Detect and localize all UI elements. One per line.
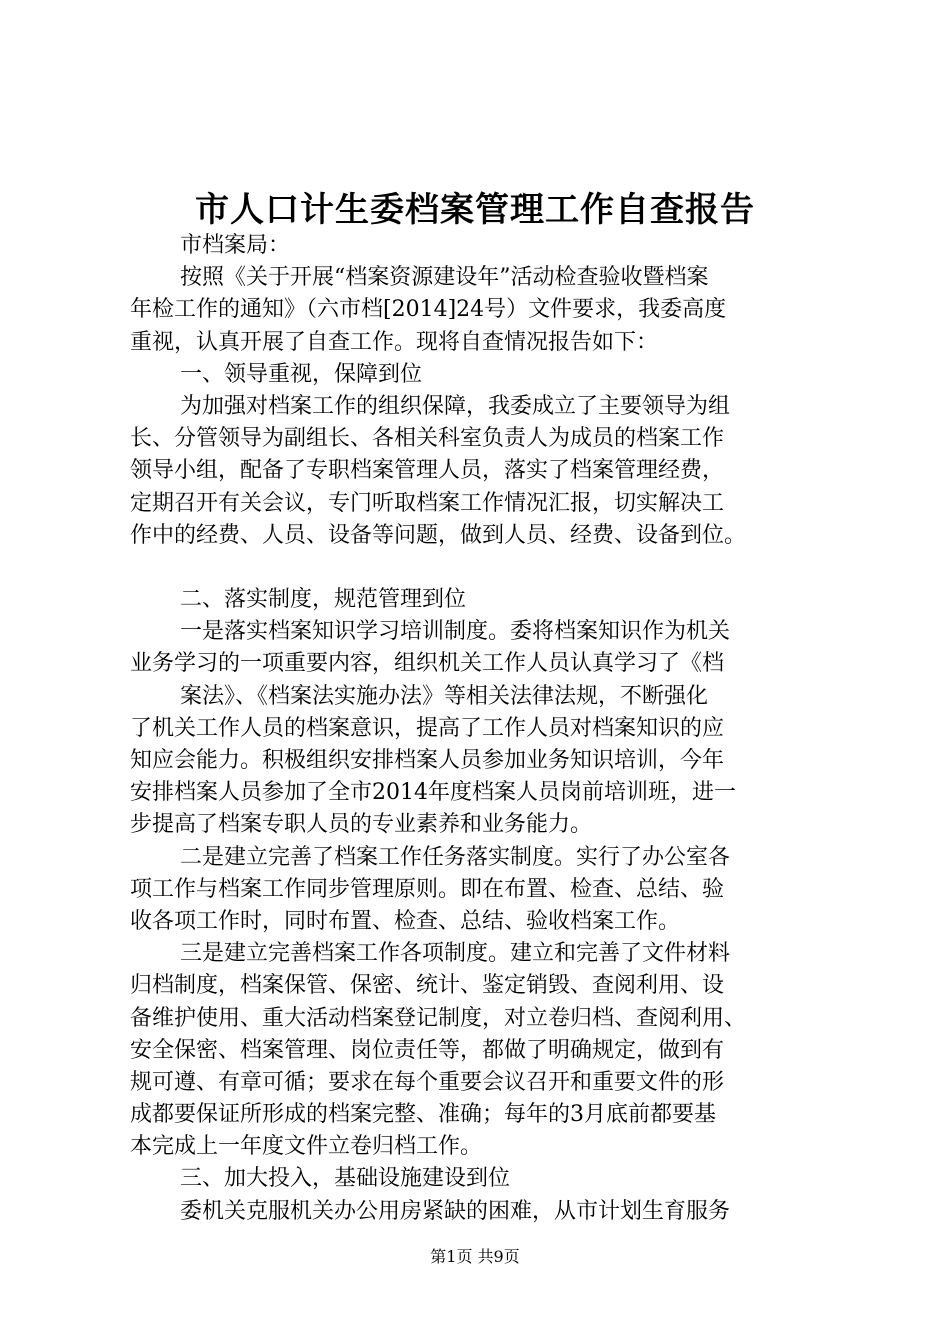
text-line: 定期召开有关会议，专门听取档案工作情况汇报，切实解决工 <box>130 490 725 516</box>
text-line: 三是建立完善档案工作各项制度。建立和完善了文件材料 <box>180 941 731 967</box>
text-line: 领导小组，配备了专职档案管理人员，落实了档案管理经费， <box>130 458 725 484</box>
text-line: 归档制度，档案保管、保密、统计、鉴定销毁、查阅利用、设 <box>130 973 725 999</box>
text-line: 市档案局： <box>180 233 291 258</box>
text-line: 年检工作的通知》（六市档[2014]24号）文件要求，我委高度 <box>130 297 727 323</box>
text-line: 三、加大投入，基础设施建设到位 <box>180 1166 511 1192</box>
page-footer: 第1页 共9页 <box>430 1247 520 1266</box>
text-line: 知应会能力。积极组织安排档案人员参加业务知识培训，今年 <box>130 748 725 773</box>
text-line: 案法》、《档案法实施办法》等相关法律法规，不断强化 <box>180 683 709 709</box>
text-line: 按照《关于开展“档案资源建设年”活动检查验收暨档案 <box>180 265 709 291</box>
text-line: 一、领导重视，保障到位 <box>180 361 423 387</box>
text-line: 安全保密、档案管理、岗位责任等，都做了明确规定，做到有 <box>130 1037 725 1063</box>
text-line: 业务学习的一项重要内容，组织机关工作人员认真学习了《档 <box>130 651 725 677</box>
text-line: 一是落实档案知识学习培训制度。委将档案知识作为机关 <box>180 619 731 645</box>
text-line: 项工作与档案工作同步管理原则。即在布置、检查、总结、验 <box>130 876 725 902</box>
document-body <box>130 230 840 1228</box>
text-line: 重视，认真开展了自查工作。现将自查情况报告如下： <box>130 329 659 355</box>
blank-line <box>130 552 840 584</box>
text-line: 规可遵、有章可循；要求在每个重要会议召开和重要文件的形 <box>130 1069 725 1095</box>
text-line: 长、分管领导为副组长、各相关科室负责人为成员的档案工作 <box>130 426 725 452</box>
text-line: 步提高了档案专职人员的专业素养和业务能力。 <box>130 812 593 838</box>
document-title: 市人口计生委档案管理工作自查报告 <box>195 190 755 230</box>
text-line: 为加强对档案工作的组织保障，我委成立了主要领导为组 <box>180 393 731 419</box>
text-line: 成都要保证所形成的档案完整、准确；每年的3月底前都要基 <box>130 1102 716 1128</box>
text-line: 委机关克服机关办公用房紧缺的困难，从市计划生育服务 <box>180 1198 731 1224</box>
text-line: 安排档案人员参加了全市2014年度档案人员岗前培训班，进一 <box>130 780 736 806</box>
text-line: 了机关工作人员的档案意识，提高了工作人员对档案知识的应 <box>130 715 725 741</box>
text-line: 二、落实制度，规范管理到位 <box>180 587 467 613</box>
text-line: 备维护使用、重大活动档案登记制度，对立卷归档、查阅利用、 <box>130 1005 747 1031</box>
text-line: 作中的经费、人员、设备等问题，做到人员、经费、设备到位。 <box>130 522 747 548</box>
text-line: 本完成上一年度文件立卷归档工作。 <box>130 1134 483 1160</box>
text-line: 二是建立完善了档案工作任务落实制度。实行了办公室各 <box>180 844 731 870</box>
text-line: 收各项工作时，同时布置、检查、总结、验收档案工作。 <box>130 908 681 934</box>
